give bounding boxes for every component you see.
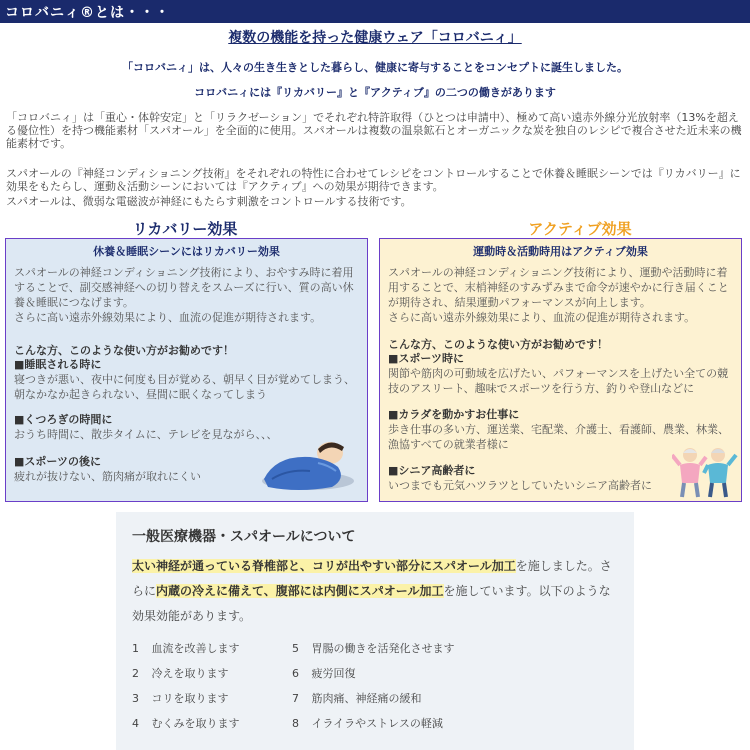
- recovery-relax-text: おうち時間に、散歩タイムに、テレビを見ながら、、、: [14, 428, 278, 441]
- effect-item: 8 イライラやストレスの軽減: [292, 717, 443, 730]
- effect-item: 1 血流を改善します: [132, 642, 240, 655]
- effect-item: 3 コリを取ります: [132, 692, 229, 705]
- recovery-intro: スパオールの神経コンディショニング技術により、おやすみ時に着用することで、副交感神経への切り替えをスムーズに行い、質の高い休養＆睡眠につなげます。: [14, 266, 354, 309]
- active-box: [379, 238, 742, 502]
- recovery-recommend: こんな方、このような使い方がお勧めです！: [14, 344, 234, 357]
- effect-item: 6 疲労回復: [292, 667, 356, 680]
- recovery-intro-2: さらに高い遠赤外線効果により、血流の促進が期待されます。: [14, 311, 322, 324]
- active-intro: スパオールの神経コンディショニング技術により、運動や活動時に着用することで、末梢神経のすみずみまで命令が速やかに行き届くことが期待され、結果運動パフォーマンスが向上します。: [388, 266, 729, 309]
- recovery-sport-text: 疲れが抜けない、筋肉痛が取れにくい: [14, 470, 201, 483]
- recovery-sleep-title: ■睡眠される時に: [14, 358, 102, 371]
- recovery-relax-title: ■くつろぎの時間に: [14, 413, 113, 426]
- senior-exercise-illustration: [672, 443, 738, 499]
- active-senior-text: いつまでも元気ハツラツとしていたいシニア高齢者に: [388, 479, 652, 492]
- recovery-sport-title: ■スポーツの後に: [14, 455, 101, 468]
- highlight-abdomen: 内蔵の冷えに備えて、腹部には内側にスパオール加工: [156, 584, 444, 598]
- active-box-title: 運動時＆活動時用はアクティブ効果: [473, 245, 648, 258]
- spaall-description: 太い神経が通っている脊椎部と、コリが出やすい部分にスパオール加工を施しました。さらに内蔵の冷えに備えて、腹部には内側にスパオール加工を施しています。以下のような効果効能があります。: [132, 559, 612, 623]
- technique-paragraph: スパオールの『神経コンディショニング技術』をそれぞれの特性に合わせてレシピをコントロールすることで休養＆睡眠シーンでは『リカバリー』に効果をもたらし、運動＆活動シーンにおいては『アクティブ』への効果が期待できます。: [6, 167, 741, 193]
- active-sport-text: 関節や筋肉の可動域を広げたい、パフォーマンスを上げたい全ての競技のアスリート、趣味でスポーツを行う方、釣りや登山などに: [388, 367, 729, 395]
- effect-item: 7 筋肉痛、神経痛の緩和: [292, 692, 422, 705]
- active-sport-title: ■スポーツ時に: [388, 352, 464, 365]
- effect-item: 5 胃腸の働きを活発化させます: [292, 642, 455, 655]
- active-work-title: ■カラダを動かすお仕事に: [388, 408, 520, 421]
- lead-concept: 「コロバニィ」は、人々の生き生きとした暮らし、健康に寄与することをコンセプトに誕生しました。: [122, 61, 628, 74]
- recovery-sleep-text: 寝つきが悪い、夜中に何度も目が覚める、朝早く目が覚めてしまう、朝なかなか起きられない、昼間に眠くなってしまう: [14, 373, 355, 401]
- intro-paragraph: 「コロバニィ」は「重心・体幹安定」と「リラクゼーション」でそれぞれ特許取得（ひとつは申請中）、極めて高い遠赤外線分光放射率（13%を超える優位性）を持つ機能素材「スパオール」を全面的に使用。スパオールは複数の温泉鉱石とオーガニックな炭を独自のレシピで複合させた近未来の機能素材です。: [6, 111, 742, 150]
- main-heading: 複数の機能を持った健康ウェア「コロバニィ」: [228, 30, 522, 46]
- spaall-section: [116, 512, 634, 750]
- recovery-heading: リカバリー効果: [132, 220, 238, 238]
- active-recommend: こんな方、このような使い方がお勧めです！: [388, 338, 608, 351]
- active-intro-2: さらに高い遠赤外線効果により、血流の促進が期待されます。: [388, 311, 696, 324]
- lead-two-functions: コロバニィには『リカバリー』と『アクティブ』の二つの働きがあります: [194, 86, 556, 99]
- top-banner: [0, 0, 750, 23]
- effect-item: 2 冷えを取ります: [132, 667, 229, 680]
- sleeping-person-illustration: [258, 435, 358, 493]
- recovery-box: [5, 238, 368, 502]
- effect-item: 4 むくみを取ります: [132, 717, 240, 730]
- highlight-spine: 太い神経が通っている脊椎部と、コリが出やすい部分にスパオール加工: [132, 559, 516, 573]
- banner-title: コロバニィ®とは・・・: [5, 5, 170, 21]
- technique-summary: スパオールは、微弱な電磁波が神経にもたらす刺激をコントロールする技術です。: [6, 195, 412, 208]
- recovery-box-title: 休養＆睡眠シーンにはリカバリー効果: [93, 245, 280, 258]
- spaall-title: 一般医療機器・スパオールについて: [132, 529, 356, 545]
- active-senior-title: ■シニア高齢者に: [388, 464, 476, 477]
- active-heading: アクティブ効果: [528, 220, 632, 238]
- active-work-text: 歩き仕事の多い方、運送業、宅配業、介護士、看護師、農業、林業、漁協すべての就業者様に: [388, 423, 729, 451]
